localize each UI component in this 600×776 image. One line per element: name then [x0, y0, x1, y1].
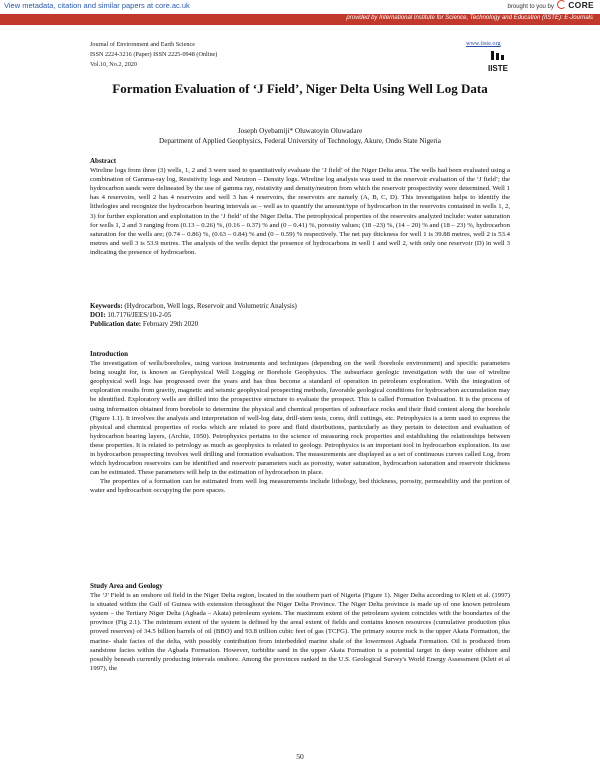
core-brand[interactable] — [508, 0, 594, 10]
abstract-section — [90, 157, 510, 257]
journal-volume: Vol.10, No.2, 2020 — [90, 61, 137, 68]
study-area-section — [90, 582, 510, 673]
paper-title: Formation Evaluation of ‘J Field’, Niger Delta Using Well Log Data — [112, 81, 488, 96]
provider-text[interactable]: provided by International Institute for Science, Technology and Education (IISTE): E-Journals — [346, 15, 593, 21]
introduction-section — [90, 350, 510, 496]
introduction-heading: Introduction — [90, 350, 128, 358]
journal-header — [90, 40, 217, 70]
core-brand-label: CORE — [568, 0, 594, 10]
core-metadata-link[interactable]: View metadata, citation and similar papers at core.ac.uk — [4, 1, 190, 10]
keywords-label: Keywords: — [90, 302, 123, 310]
publication-line — [90, 320, 510, 329]
study-area-heading: Study Area and Geology — [90, 582, 163, 590]
author-list: Joseph Oyebamiji* Oluwatoyin Oluwadare — [237, 127, 363, 135]
keywords-block — [90, 302, 510, 329]
keywords-line — [90, 302, 510, 311]
provider-bar — [0, 14, 600, 25]
introduction-paragraph-2: The properties of a formation can be estimated from well log measurements include lithology, bed thickness, porosity, permeability and the portion of water and hydrocarbon occupying the pore spaces. — [90, 478, 510, 495]
core-logo-icon — [557, 0, 566, 9]
metadata-bar — [0, 0, 600, 13]
iiste-logo-text: IISTE — [487, 64, 509, 73]
iiste-logo-icon — [485, 51, 511, 75]
doi-value[interactable]: 10.7176/JEES/10-2-05 — [105, 311, 172, 319]
abstract-text: Wireline logs from three (3) wells, 1, 2 and 3 were used to quantitatively evaluate the ‘J field’ of the Niger Delta area. The wells had been evaluated using a combination of Gamma-ray log, Resistivity logs and Neutron – Density logs. Wireline log analysis was used in the reservoir evaluation of the ‘J field’; the hydrocarbon sands were delineated by the use of gamma ray, resistivity and density/neutron from which the reservoir prospectivity were determined. Well 1 has 4 reservoirs, well 2 has 4 reservoirs and well 3 has 4 reservoirs, the reservoirs are namely (A, B, C, D). This investigation helps to identify the lithologies and recognize the hydrocarbon bearing intervals as – well as to quantify the amount/type of hydrocarbon in the reservoirs contained in wells 1, 2, 3) for further exploration and exploitation in the ‘J field’ of the Niger Delta. The petrophysical properties of the reservoirs analyzed include: water saturation for wells 1, 2 and 3 ranging from (0.13 – 0.26) %, (0.16 – 0.37) % and (0 – 0.41) %, porosity values; (18 –23) %, (14 – 20) % and (18 – 23) %, hydrocarbon saturation for the wells are; (0.74 – 0.86) %, (0.63 – 0.84) % and (0 – 0.59) % respectively. The net pay thickness for well 1 is 39.88 metres, well 2 is 53.4 metres and well 3 is 53.9 metres. The analysis of the wells depict the presence of hydrocarbons in well 1 and well 2, with only one reservoir (D) in well 3 indicating the presence of hydrocarbon. — [90, 167, 510, 256]
core-prefix: brought to you by — [507, 4, 554, 10]
journal-name: Journal of Environment and Earth Science — [90, 41, 195, 48]
abstract-heading: Abstract — [90, 157, 117, 165]
affiliation: Department of Applied Geophysics, Federal University of Technology, Akure, Ondo State Nigeria — [159, 137, 441, 145]
publication-label: Publication date: — [90, 320, 142, 328]
keywords-text: (Hydrocarbon, Well logs, Reservoir and Volumetric Analysis) — [122, 302, 297, 310]
publication-date: February 29th 2020 — [141, 320, 199, 328]
doi-line — [90, 311, 510, 320]
journal-issn: ISSN 2224-3216 (Paper) ISSN 2225-0948 (Online) — [90, 51, 218, 58]
page-number: 50 — [296, 752, 304, 761]
study-area-text: The ‘J’ Field is an onshore oil field in the Niger Delta region, located in the southern part of Nigeria (Figure 1). Niger Delta according to Klett et al. (1997) is situated within the Gulf of Guinea with extension throughout the Niger Delta Province. The Niger Delta province is made up of one known petroleum system – the Tertiary Niger Delta (Agbada – Akata) petroleum system. The maximum extent of the petroleum system coincides with the boundaries of the province (Fig 2.1). The minimum extent of the system is defined by the areal extent of fields and contains known resources (cumulative production plus proved reserves) of 34.5 billion barrels of oil (BBO) and 93.8 trillion cubic feet of gas (TCFG). The primary source rock is the upper Akata Formation, the marine- shale facies of the delta, with possibly contribution from interbedded marine shale of the lowermost Agbada Formation. Oil is produced from sandstone facies within the Agbada Formation. However, turbidite sand in the upper Akata Formation is a potential target in deep water offshore and possibly beneath currently producing intervals onshore. Among the provinces ranked in the U.S. Geological Survey's World Energy Assessment (Klett et al 1997), the — [90, 592, 510, 672]
journal-website-link[interactable]: www.iiste.org — [466, 40, 501, 47]
introduction-paragraph-1: The investigation of wells/boreholes, using various instruments and techniques (depending on the well /borehole environment) and specific parameters being sought for, is known as Geophysical Well Logging or Borehole Geophysics. The subsurface geologic investigation with the use of wireline geophysical well logs has progressed over the years and has thus become a standard of operation in petroleum exploration. With the integration of exploration results from gravity, magnetic and seismic geophysical prospecting methods, favorable geological conditions for hydrocarbon accumulation may be identified. Exploratory wells are drilled into the prospective structure to evaluate the prospect. This is called Formation Evaluation. It is the process of using information obtained from borehole to determine the physical and chemical properties of subsurface rocks and their fluid content along the borehole (Figure 1.1). It involves the analysis and interpretation of well-log data, drill-stem tests, cores, drill cuttings, etc. Petrophysics is a term used to express the physical and chemical properties of rocks which are related to pore and fluid distributions, particularly as they pertain to detection and evaluation of hydrocarbon bearing layers, (Archie, 1950). Petrophysics pertains to the science of measuring rock properties and establishing the relationships between these properties. It is related to petrology as much as geophysics is related to geology. Petrophysics is an important tool in hydrocarbon exploration. Its use in hydrocarbon prospecting involves well drilling and formation evaluation. The measurements are displayed as a set of continuous curves called Log, from which hydrocarbon reservoirs can be identified and reservoir parameters such as porosity, water saturation, hydrocarbon saturation and reservoir thickness can be estimated. These parameters will help in the estimation of hydrocarbon in place. — [90, 360, 510, 477]
doi-label: DOI: — [90, 311, 106, 319]
